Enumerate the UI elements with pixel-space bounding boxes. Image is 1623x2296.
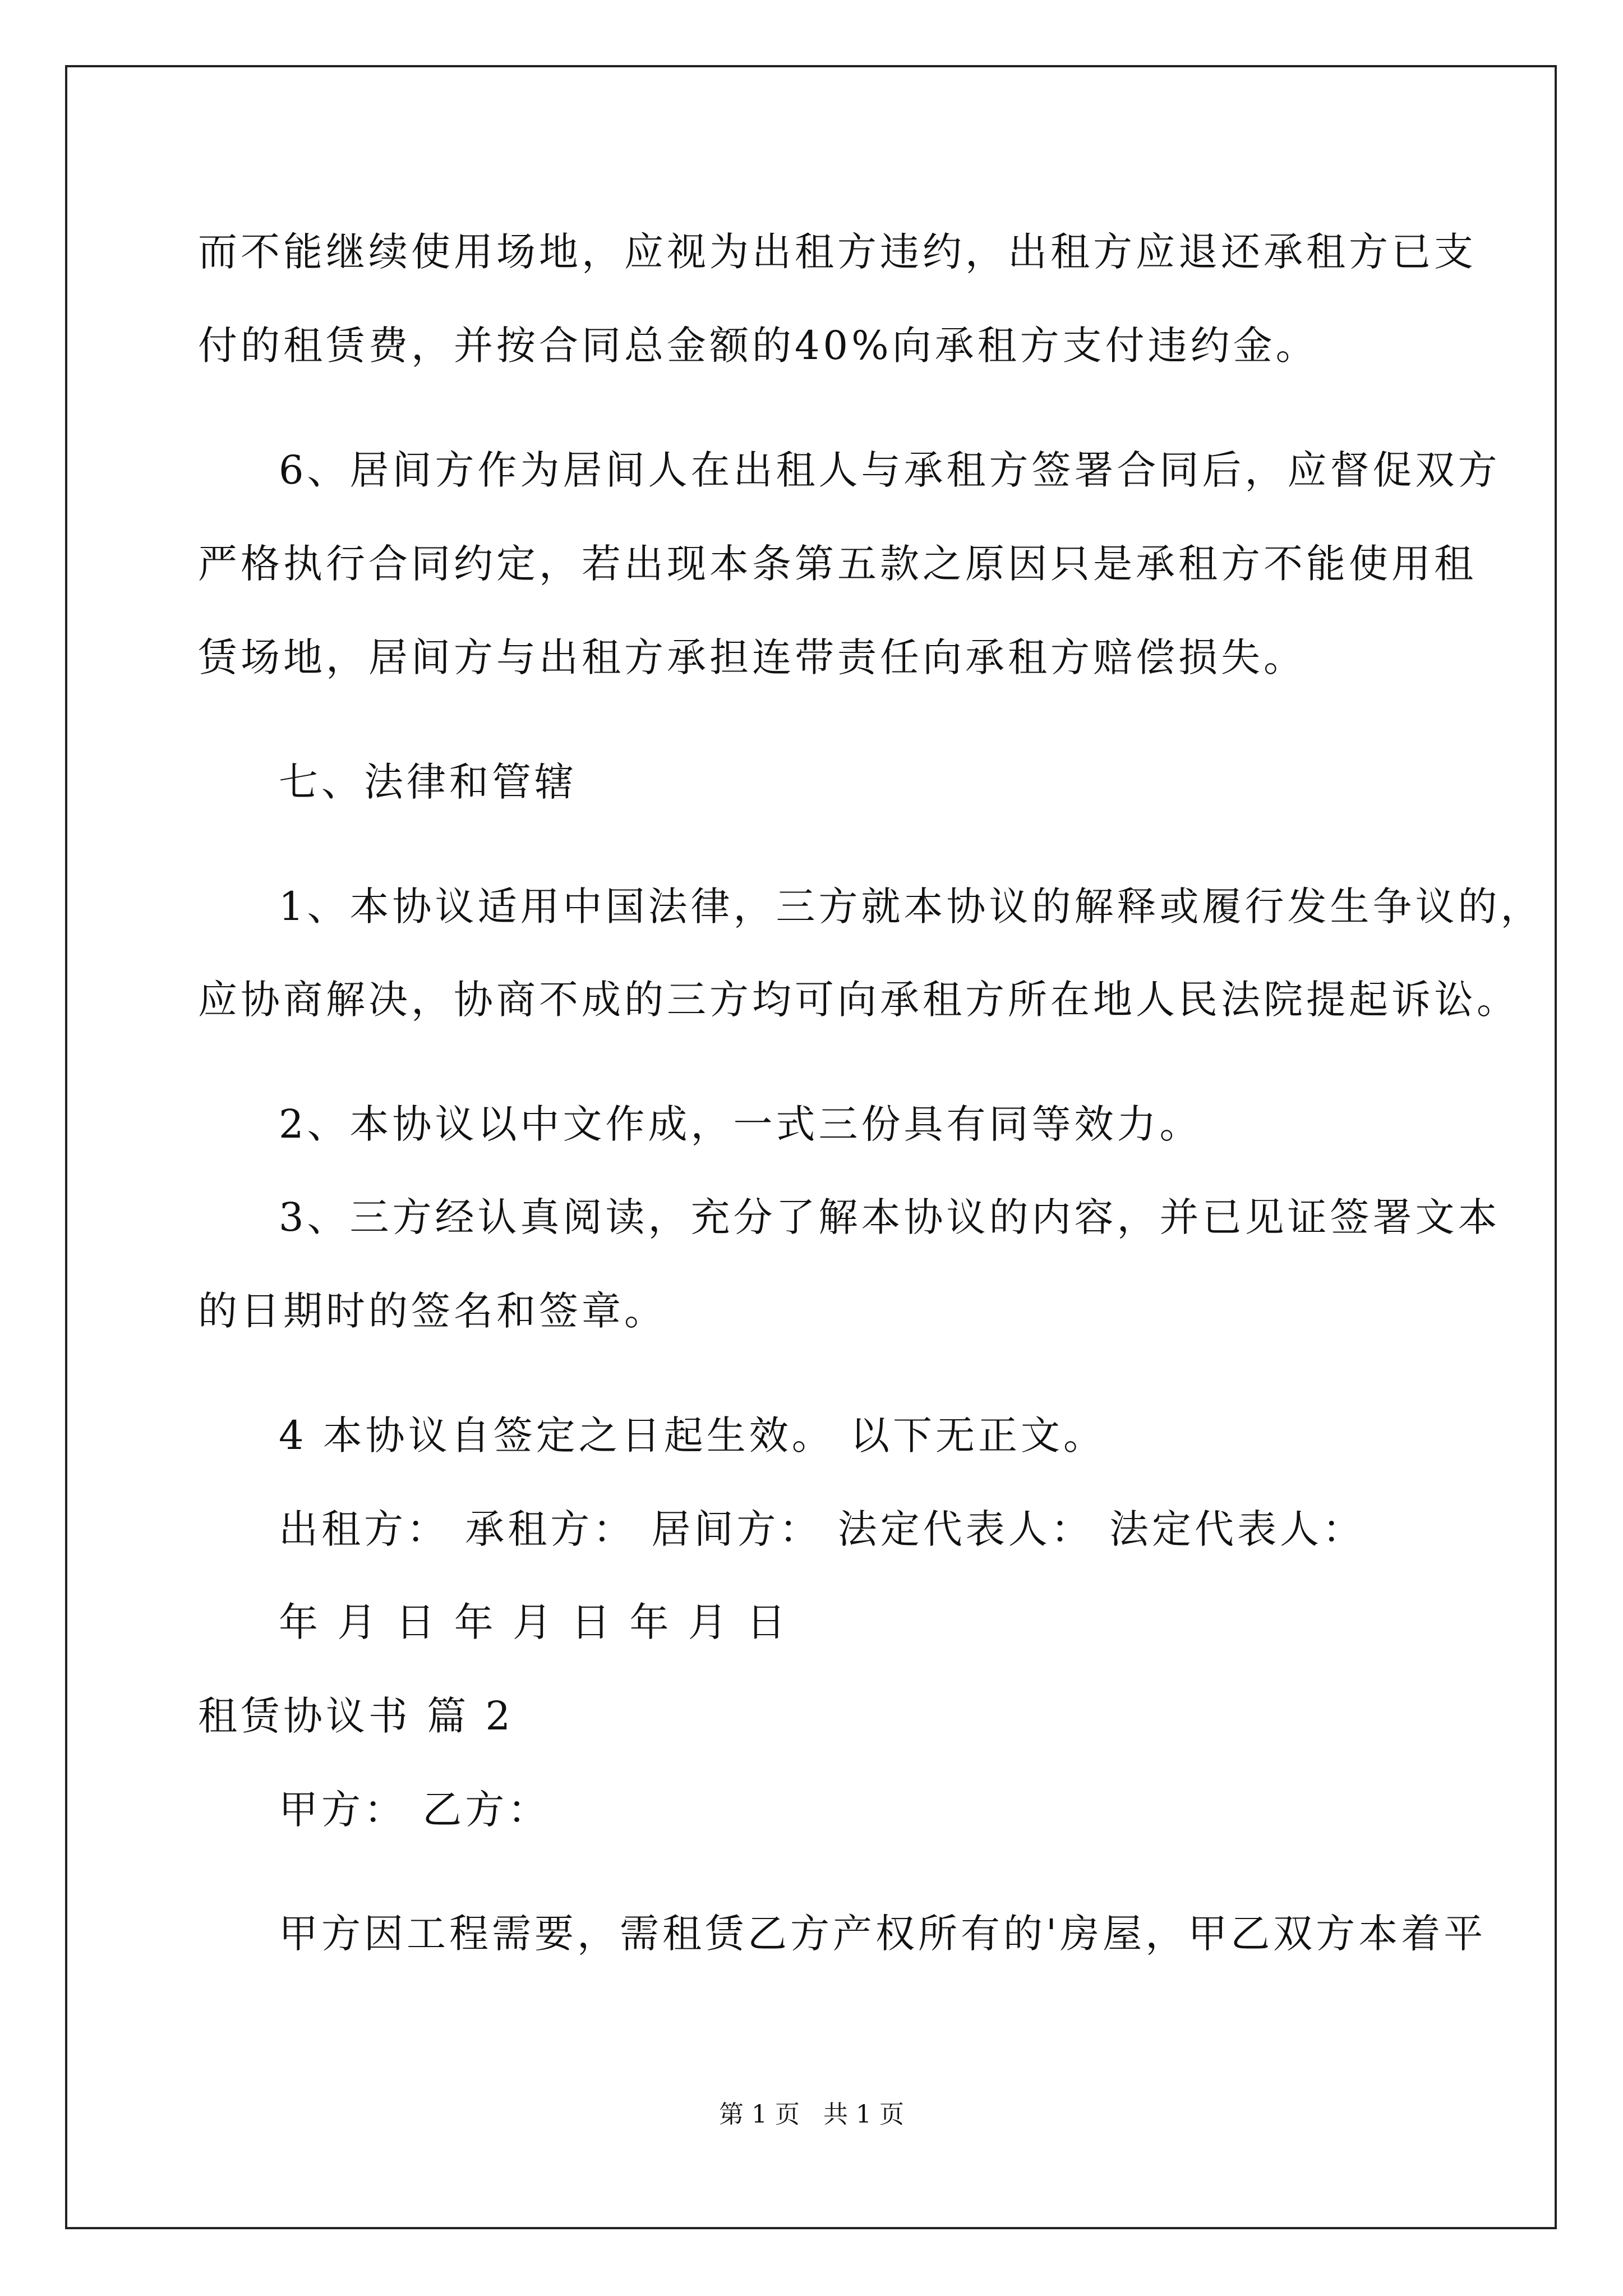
paragraph-line: 4 本协议自签定之日起生效。 以下无正文。 [279, 1412, 1106, 1458]
document-subtitle: 租赁协议书 篇 2 [198, 1693, 514, 1739]
section-heading: 七、法律和管辖 [279, 759, 577, 805]
date-fields: 年 月 日 年 月 日 年 月 日 [279, 1599, 790, 1645]
page-footer [0, 2098, 1623, 2132]
paragraph-line: 而不能继续使用场地，应视为出租方违约，出租方应退还承租方已支 [198, 229, 1477, 275]
paragraph-line: 严格执行合同约定，若出现本条第五款之原因只是承租方不能使用租 [198, 541, 1477, 587]
page-total: 共 1 页 [823, 2100, 904, 2129]
paragraph-line: 6、居间方作为居间人在出租人与承租方签署合同后，应督促双方 [279, 447, 1501, 493]
paragraph-line: 2、本协议以中文作成，一式三份具有同等效力。 [279, 1101, 1202, 1147]
paragraph-line: 1、本协议适用中国法律，三方就本协议的解释或履行发生争议的， [279, 884, 1543, 930]
paragraph-line: 的日期时的签名和签章。 [198, 1288, 667, 1334]
page-number: 第 1 页 [719, 2100, 800, 2129]
party-labels: 甲方： 乙方： [279, 1787, 551, 1833]
paragraph-line: 应协商解决，协商不成的三方均可向承租方所在地人民法院提起诉讼。 [198, 977, 1519, 1023]
paragraph-line: 付的租赁费，并按合同总金额的40%向承租方支付违约金。 [198, 323, 1318, 369]
paragraph-line: 甲方因工程需要，需租赁乙方产权所有的'房屋，甲乙双方本着平 [279, 1911, 1487, 1957]
paragraph-line: 3、三方经认真阅读，充分了解本协议的内容，并已见证签署文本 [279, 1194, 1501, 1240]
signature-labels: 出租方： 承租方： 居间方： 法定代表人： 法定代表人： [279, 1506, 1366, 1552]
paragraph-line: 赁场地，居间方与出租方承担连带责任向承租方赔偿损失。 [198, 634, 1306, 680]
